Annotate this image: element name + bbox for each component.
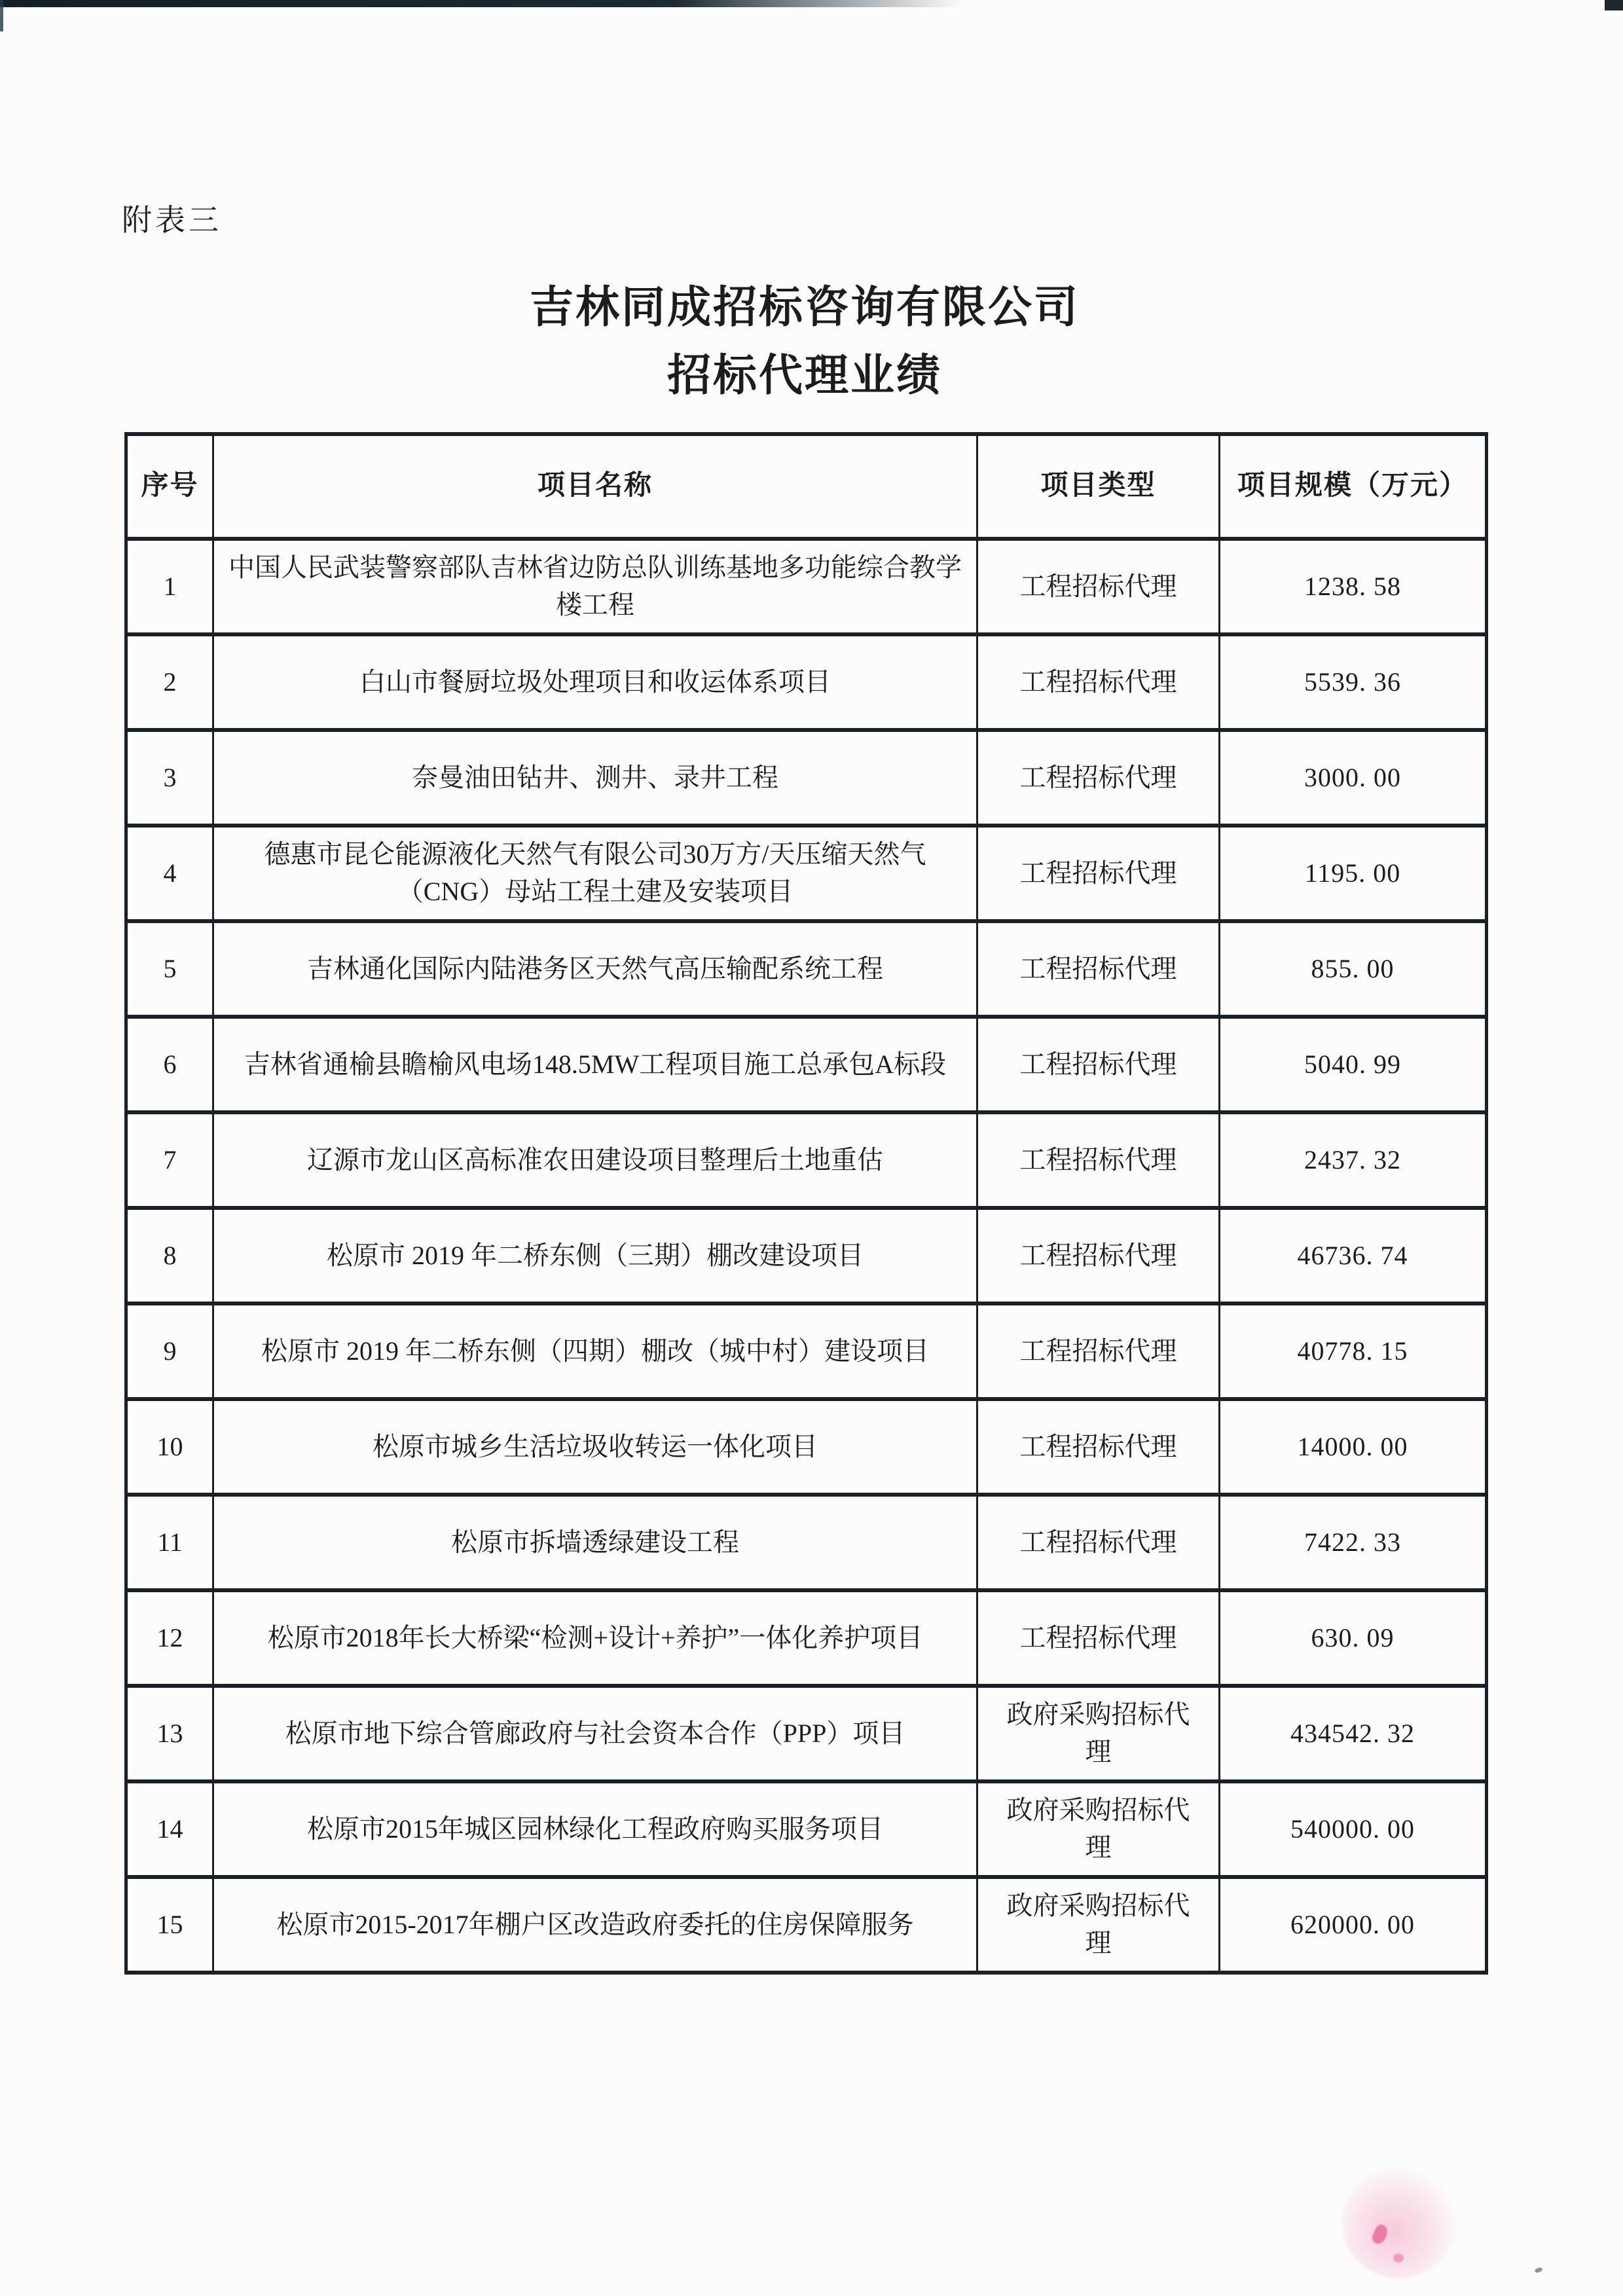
project-name-cell: 松原市 2019 年二桥东侧（三期）棚改建设项目 <box>213 1208 977 1303</box>
project-scale-cell: 7422. 33 <box>1220 1495 1487 1590</box>
table-row <box>126 826 1487 921</box>
scan-artifact-top-strip <box>0 0 962 7</box>
row-number-cell: 5 <box>126 921 213 1017</box>
row-number-cell: 13 <box>126 1686 213 1781</box>
project-scale-cell: 620000. 00 <box>1220 1877 1487 1973</box>
table-row <box>126 1686 1487 1781</box>
project-scale-cell: 5040. 99 <box>1220 1017 1487 1112</box>
project-type-cell: 工程招标代理 <box>977 921 1220 1017</box>
project-name-cell: 吉林省通榆县瞻榆风电场148.5MW工程项目施工总承包A标段 <box>213 1017 977 1112</box>
project-name-cell: 奈曼油田钻井、测井、录井工程 <box>213 730 977 826</box>
table-header <box>126 434 1487 539</box>
table-row <box>126 1303 1487 1399</box>
project-name-cell: 松原市2018年长大桥梁“检测+设计+养护”一体化养护项目 <box>213 1590 977 1686</box>
project-type-cell: 政府采购招标代理 <box>977 1686 1220 1781</box>
header-type: 项目类型 <box>977 434 1220 539</box>
project-name-cell: 松原市2015年城区园林绿化工程政府购买服务项目 <box>213 1781 977 1877</box>
dust-speck <box>1534 2267 1543 2274</box>
project-scale-cell: 540000. 00 <box>1220 1781 1487 1877</box>
table-row <box>126 1017 1487 1112</box>
project-type-cell: 工程招标代理 <box>977 539 1220 634</box>
project-name-cell: 中国人民武装警察部队吉林省边防总队训练基地多功能综合教学楼工程 <box>213 539 977 634</box>
project-name-cell: 辽源市龙山区高标准农田建设项目整理后土地重估 <box>213 1112 977 1208</box>
table-body <box>126 539 1487 1973</box>
table-row <box>126 1877 1487 1973</box>
project-scale-cell: 434542. 32 <box>1220 1686 1487 1781</box>
project-name-cell: 吉林通化国际内陆港务区天然气高压输配系统工程 <box>213 921 977 1017</box>
project-scale-cell: 14000. 00 <box>1220 1399 1487 1495</box>
performance-table <box>124 432 1488 1975</box>
row-number-cell: 14 <box>126 1781 213 1877</box>
row-number-cell: 15 <box>126 1877 213 1973</box>
row-number-cell: 3 <box>126 730 213 826</box>
row-number-cell: 12 <box>126 1590 213 1686</box>
project-scale-cell: 3000. 00 <box>1220 730 1487 826</box>
project-name-cell: 德惠市昆仑能源液化天然气有限公司30万方/天压缩天然气（CNG）母站工程土建及安装项目 <box>213 826 977 921</box>
project-type-cell: 工程招标代理 <box>977 1303 1220 1399</box>
row-number-cell: 9 <box>126 1303 213 1399</box>
project-type-cell: 工程招标代理 <box>977 1208 1220 1303</box>
appendix-label: 附表三 <box>122 204 222 237</box>
project-name-cell: 松原市 2019 年二桥东侧（四期）棚改（城中村）建设项目 <box>213 1303 977 1399</box>
document-title <box>124 274 1485 410</box>
title-line-1: 吉林同成招标咨询有限公司 <box>530 283 1080 332</box>
table-row <box>126 1112 1487 1208</box>
table-header-row <box>126 434 1487 539</box>
table-row <box>126 1208 1487 1303</box>
project-scale-cell: 1195. 00 <box>1220 826 1487 921</box>
project-type-cell: 政府采购招标代理 <box>977 1877 1220 1973</box>
project-name-cell: 松原市城乡生活垃圾收转运一体化项目 <box>213 1399 977 1495</box>
row-number-cell: 8 <box>126 1208 213 1303</box>
project-name-cell: 松原市地下综合管廊政府与社会资本合作（PPP）项目 <box>213 1686 977 1781</box>
project-scale-cell: 5539. 36 <box>1220 634 1487 730</box>
header-scale: 项目规模（万元） <box>1220 434 1487 539</box>
ink-speck <box>1393 2253 1404 2263</box>
project-scale-cell: 2437. 32 <box>1220 1112 1487 1208</box>
table-row <box>126 634 1487 730</box>
project-scale-cell: 46736. 74 <box>1220 1208 1487 1303</box>
row-number-cell: 4 <box>126 826 213 921</box>
project-type-cell: 工程招标代理 <box>977 1399 1220 1495</box>
table-row <box>126 921 1487 1017</box>
scan-artifact-left-edge <box>0 0 3 31</box>
row-number-cell: 6 <box>126 1017 213 1112</box>
project-type-cell: 政府采购招标代理 <box>977 1781 1220 1877</box>
project-name-cell: 白山市餐厨垃圾处理项目和收运体系项目 <box>213 634 977 730</box>
project-type-cell: 工程招标代理 <box>977 1590 1220 1686</box>
table-row <box>126 1590 1487 1686</box>
project-name-cell: 松原市2015-2017年棚户区改造政府委托的住房保障服务 <box>213 1877 977 1973</box>
table-row <box>126 1399 1487 1495</box>
project-type-cell: 工程招标代理 <box>977 1495 1220 1590</box>
header-no: 序号 <box>126 434 213 539</box>
row-number-cell: 11 <box>126 1495 213 1590</box>
project-scale-cell: 40778. 15 <box>1220 1303 1487 1399</box>
project-scale-cell: 1238. 58 <box>1220 539 1487 634</box>
scan-artifact-corner <box>1605 0 1623 10</box>
table-row <box>126 1781 1487 1877</box>
row-number-cell: 10 <box>126 1399 213 1495</box>
project-type-cell: 工程招标代理 <box>977 1017 1220 1112</box>
table-row <box>126 539 1487 634</box>
row-number-cell: 7 <box>126 1112 213 1208</box>
project-type-cell: 工程招标代理 <box>977 826 1220 921</box>
project-type-cell: 工程招标代理 <box>977 1112 1220 1208</box>
header-name: 项目名称 <box>213 434 977 539</box>
project-name-cell: 松原市拆墙透绿建设工程 <box>213 1495 977 1590</box>
row-number-cell: 2 <box>126 634 213 730</box>
project-scale-cell: 855. 00 <box>1220 921 1487 1017</box>
project-scale-cell: 630. 09 <box>1220 1590 1487 1686</box>
project-type-cell: 工程招标代理 <box>977 634 1220 730</box>
table-row <box>126 730 1487 826</box>
row-number-cell: 1 <box>126 539 213 634</box>
title-line-2: 招标代理业绩 <box>667 352 942 400</box>
table-row <box>126 1495 1487 1590</box>
project-type-cell: 工程招标代理 <box>977 730 1220 826</box>
